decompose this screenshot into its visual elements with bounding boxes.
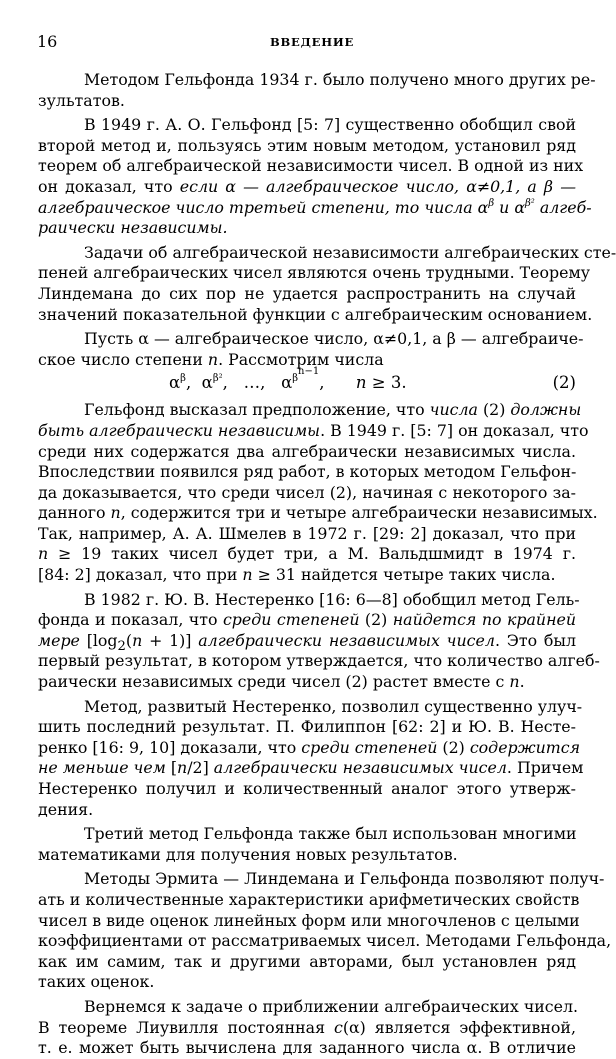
text-line: чисел в виде оценок линейных форм или многочленов с целыми [38, 910, 580, 930]
text-line: дения. [38, 799, 94, 819]
text-line: шить последний результат. П. Филиппон [62: 2] и Ю. В. Несте- [38, 717, 576, 737]
text-line: т. е. может быть вычислена для заданного числа α. В отличие [38, 1038, 576, 1058]
text-line: таких оценок. [38, 972, 155, 992]
text-line: Гельфонд высказал предположение, что числа (2) должны [84, 400, 582, 420]
text-line: Вернемся к задаче о приближении алгебраических чисел. [84, 996, 579, 1016]
page-number: 16 [37, 32, 58, 51]
text-line: как им самим, так и другими авторами, был установлен ряд [38, 951, 576, 971]
text-line: коэффициентами от рассматриваемых чисел. Методами Гельфонда, [38, 931, 612, 951]
text-line: данного n, содержится три и четыре алгебраически независимых. [38, 503, 598, 523]
text-line: алгебраическое число третьей степени, то числа $\alpha^\beta$ и $\alpha^{\beta^2}$ алгеб- [38, 197, 592, 217]
text-line: второй метод и, пользуясь этим новым методом, установил ряд [38, 135, 576, 155]
text-line: Пусть α — алгебраическое число, α≠0,1, а β — алгебраиче- [84, 329, 584, 349]
text-line: Задачи об алгебраической независимости алгебраических сте- [84, 242, 616, 262]
running-header: ВВЕДЕНИЕ [270, 35, 355, 49]
text-line: В 1949 г. А. О. Гельфонд [5: 7] существенно обобщил свой [84, 115, 576, 135]
formula-number: (2) [552, 373, 576, 393]
text-line: ренко [16: 9, 10] доказали, что среди степеней (2) содержится [38, 737, 581, 757]
text-line: первый результат, в котором утверждается, что количество алгеб- [38, 651, 600, 671]
text-line: ское число степени n. Рассмотрим числа [38, 349, 384, 369]
formula-expression: $\alpha^\beta$, $\alpha^{\beta^2}$, …, $\alpha^{\beta^{n-1}}$, n ≥ 3. [169, 366, 407, 393]
body-text [38, 70, 616, 1059]
text-line: Третий метод Гельфонда также был использован многими [84, 824, 577, 844]
text-line: В 1982 г. Ю. В. Нестеренко [16: 6—8] обобщил метод Гель- [84, 589, 580, 609]
text-line: Линдемана до сих пор не удается распространить на случай [38, 283, 576, 303]
text-line: пеней алгебраических чисел являются очень трудными. Теорему [38, 263, 591, 283]
text-line: [84: 2] доказал, что при n ≥ 31 найдется четыре таких числа. [38, 565, 556, 585]
text-line: В теореме Лиувилля постоянная c(α) является эффективной, [38, 1017, 576, 1037]
text-line: ать и количественные характеристики арифметических свойств [38, 889, 580, 909]
text-line: n ≥ 19 таких чисел будет три, а М. Вальдшмидт в 1974 г. [38, 544, 576, 564]
text-line: фонда и показал, что среди степеней (2) найдется по крайней [38, 610, 577, 630]
text-line: мере $[\log_2(n + 1)]$ алгебраически независимых чисел. Это был [38, 630, 576, 654]
text-line: Метод, развитый Нестеренко, позволил существенно улуч- [84, 696, 583, 716]
text-line: не меньше чем [n/2] алгебраически независимых чисел. Причем [38, 758, 584, 778]
text-line: Впоследствии появился ряд работ, в которых методом Гельфон- [38, 462, 577, 482]
display-formula [62, 366, 576, 396]
text-line: Нестеренко получил и количественный аналог этого утверж- [38, 779, 576, 798]
text-line: значений показательной функции с алгебраическим основанием. [38, 304, 593, 324]
text-line: он доказал, что если α — алгебраическое число, α≠0,1, а β — [38, 176, 576, 196]
text-line: быть алгебраически независимы. В 1949 г. [5: 7] он доказал, что [38, 420, 589, 440]
text-line: зультатов. [38, 90, 125, 110]
text-line: раически независимых среди чисел (2) растет вместе с n. [38, 672, 525, 692]
text-line: да доказывается, что среди чисел (2), начиная с некоторого за- [38, 482, 576, 502]
text-line: Методом Гельфонда 1934 г. было получено много других ре- [84, 70, 596, 89]
text-line: теорем об алгебраической независимости чисел. В одной из них [38, 156, 584, 176]
text-line: раически независимы. [38, 218, 228, 238]
text-line: Методы Эрмита — Линдемана и Гельфонда позволяют получ- [84, 869, 605, 889]
text-line: математиками для получения новых результатов. [38, 844, 458, 864]
text-line: Так, например, А. А. Шмелев в 1972 г. [29: 2] доказал, что при [38, 523, 576, 543]
text-line: среди них содержатся два алгебраически независимых числа. [38, 441, 576, 461]
